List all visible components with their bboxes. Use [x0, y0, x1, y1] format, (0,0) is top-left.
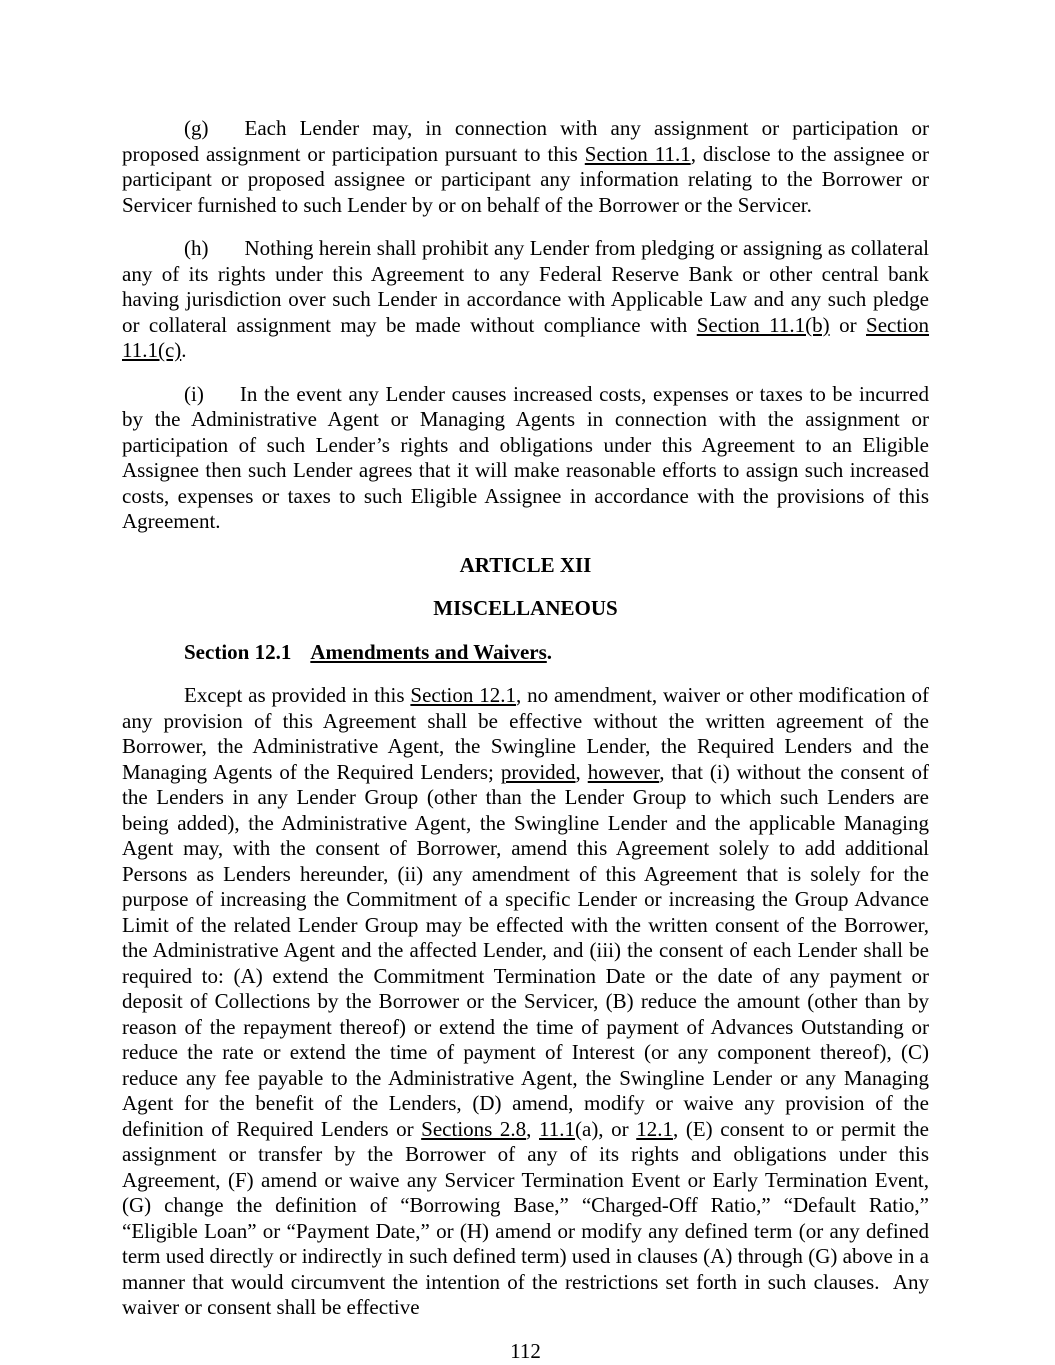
section-reference: Section 11.1(b): [696, 312, 830, 337]
text-segment: , no amendment, waiver or other modification of any provision of this Agreement shall be effective without the written agreement of the Borrower, the Administrative Agent, the Swingline Lender, the Required Lenders and the Managing Agents of the Required Lenders;: [122, 683, 929, 784]
text-segment: In the event any Lender causes increased costs, expenses or taxes to be incurred by the Administrative Agent or Managing Agents in connection with the assignment or participation of such Lender’s rights and obligations under this Agreement to an Eligible Assignee then such Lender agrees that it will make reasonable efforts to assign such increased costs, expenses or taxes to such Eligible Assignee in accordance with the provisions of this Agreement.: [122, 381, 929, 533]
text-segment: .: [181, 338, 187, 362]
text-segment: Except as provided in this: [184, 683, 411, 707]
text-segment: , disclose to the assignee or participant or proposed assignee or participant any information relating to the Borrower or Servicer furnished to such Lender by or on behalf of the Borrower or the Servicer.: [122, 141, 930, 217]
paragraph-i: [122, 382, 929, 535]
section-reference: Section 11.1(c): [122, 312, 930, 362]
text-segment: Each Lender may, in connection with any assignment or participation or proposed assignment or participation pursuant to this: [122, 116, 929, 166]
section-reference: 11.1: [539, 1116, 575, 1141]
text-segment: Nothing herein shall prohibit any Lender from pledging or assigning as collateral any of its rights under this Agreement to any Federal Reserve Bank or other central bank having jurisdiction over such Lender in accordance with Applicable Law and any such pledge or collateral assignment may be made without compliance with: [122, 236, 929, 337]
document-content: [122, 116, 929, 1364]
text-segment: , (E) consent to or permit the assignment or transfer by the Borrower of any of its rights and obligations under this Agreement, (F) amend or waive any Servicer Termination Event or Early Termination Event, (G) change the definition of “Borrowing Base,” “Charged-Off Ratio,” “Default Ratio,” “Eligible Loan” or “Payment Date,” or (H) amend or modify any defined term (or any defined term used directly or indirectly in such defined term) used in clauses (A) through (G) above in a manner that would circumvent the intention of the restrictions set forth in such clauses. Any waiver or consent shall be effective: [122, 1116, 930, 1319]
text-segment: (i): [184, 381, 204, 406]
text-segment: ,: [575, 759, 588, 784]
section-reference: Amendments and Waivers: [310, 639, 547, 664]
section-reference: provided: [500, 759, 576, 784]
paragraph-g: [122, 116, 929, 218]
text-segment: (g): [184, 116, 209, 140]
section-heading: [122, 640, 929, 666]
text-segment: (a), or: [575, 1116, 637, 1141]
article-heading: ARTICLE XII: [459, 552, 592, 577]
article-subheading: MISCELLANEOUS: [433, 596, 618, 620]
section-reference: 12.1: [636, 1116, 673, 1141]
page-number: 112: [510, 1338, 541, 1363]
section-reference: however: [587, 759, 660, 784]
paragraph-h: [122, 236, 929, 364]
section-reference: Section 12.1: [410, 683, 516, 707]
text-segment: (h): [184, 236, 209, 260]
text-segment: , that (i) without the consent of the Lenders in any Lender Group (other than the Lender Group to which such Lenders are being added), the Administrative Agent, the Swingline Lender and the applicable Managing Agent may, with the consent of Borrower, amend this Agreement solely to add additional Persons as Lenders hereunder, (ii) any amendment of this Agreement that is solely for the purpose of increasing the Commitment of a specific Lender or increasing the Group Advance Limit of the related Lender Group may be effected with the written consent of the Borrower, the Administrative Agent and the affected Lender, and (iii) the consent of each Lender shall be required to: (A) extend the Commitment Termination Date or the date of any payment or deposit of Collections by the Borrower or the Servicer, (B) reduce the amount (other than by reason of the repayment thereof) or extend the time of payment of Advances Outstanding or reduce the rate or extend the time of payment of Interest (or any component thereof), (C) reduce any fee payable to the Administrative Agent, the Swingline Lender or any Managing Agent for the benefit of the Lenders, (D) amend, modify or waive any provision of the definition of Required Lenders or: [122, 759, 930, 1141]
text-segment: or: [829, 312, 867, 337]
text-segment: .: [546, 639, 553, 664]
text-segment: Section 12.1: [184, 639, 292, 664]
section-reference: Sections 2.8: [421, 1116, 527, 1141]
main-paragraph: [122, 683, 929, 1321]
text-segment: ,: [526, 1116, 540, 1141]
section-reference: Section 11.1: [584, 141, 691, 166]
